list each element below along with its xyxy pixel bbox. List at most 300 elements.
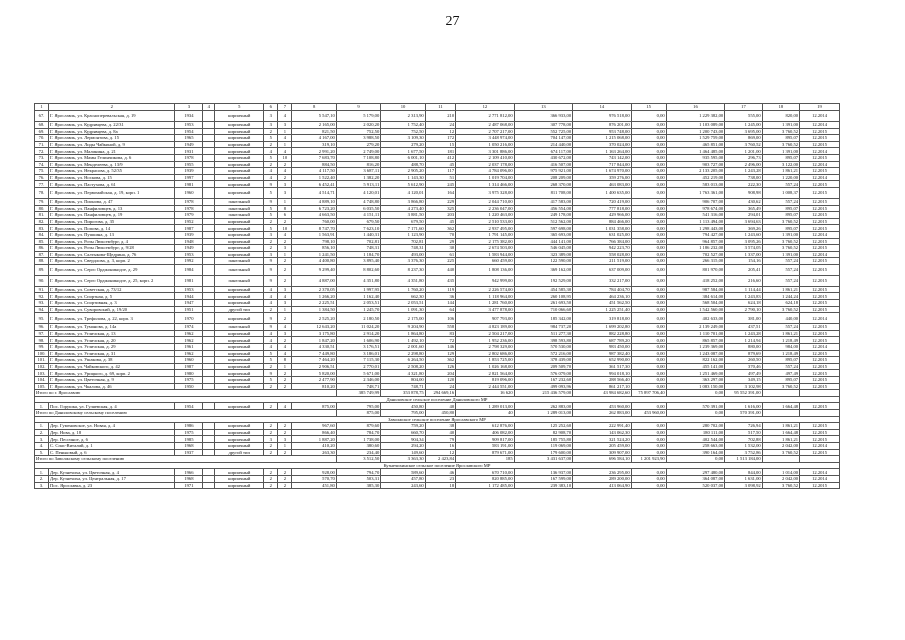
table-cell: 1987: [175, 225, 203, 232]
address-cell: Пос. Горушка, ул. Гуляевская, д. 4: [49, 403, 175, 410]
table-cell: 865 857,00: [666, 337, 725, 344]
table-cell: 4: [264, 344, 278, 351]
table-cell: 1 808 136,00: [456, 264, 515, 275]
table-cell: 869,00: [725, 135, 762, 142]
table-row: [35, 330, 840, 337]
row-number: 1.: [35, 403, 49, 410]
table-cell: 24: [425, 122, 455, 129]
table-cell: [203, 449, 215, 456]
table-cell: 455 141,00: [666, 363, 725, 370]
table-cell: 1: [278, 442, 292, 449]
table-cell: 181: [425, 148, 455, 155]
table-cell: 4: [278, 344, 292, 351]
table-cell: 766 384,00: [573, 238, 632, 245]
table-cell: 12.2015: [800, 363, 840, 370]
table-cell: 370,46: [725, 363, 762, 370]
table-cell: 229: [425, 198, 455, 205]
table-cell: 12.2014: [800, 313, 840, 324]
table-cell: 452 219,00: [666, 174, 725, 181]
table-cell: 4 514,71: [292, 187, 336, 198]
table-cell: 5: [264, 187, 278, 198]
table-cell: 1 245,70: [336, 306, 380, 313]
table-cell: [203, 363, 215, 370]
table-cell: 702 527,00: [666, 251, 725, 258]
table-cell: 12.2014: [800, 475, 840, 482]
table-cell: 384 614,00: [666, 293, 725, 300]
table-cell: 1944: [175, 293, 203, 300]
table-cell: 572 216,00: [514, 350, 573, 357]
row-number: 74.: [35, 161, 49, 168]
table-cell: кирпичный: [215, 300, 264, 307]
table-cell: 3: [278, 286, 292, 293]
table-cell: 72: [425, 337, 455, 344]
table-cell: 4 351,80: [381, 275, 425, 286]
table-cell: 520 037,00: [666, 482, 725, 489]
table-cell: 3: [278, 181, 292, 188]
table-cell: 15: [425, 141, 455, 148]
table-cell: 1 201,00: [725, 148, 762, 155]
table-cell: 903 727,00: [666, 161, 725, 168]
table-cell: 2 042,00: [762, 475, 799, 482]
table-cell: 40: [425, 403, 455, 410]
table-row: [35, 181, 840, 188]
table-cell: кирпичный: [215, 174, 264, 181]
table-cell: 1 110 701,00: [666, 330, 725, 337]
table-cell: 289 200,00: [573, 475, 632, 482]
row-number: 76.: [35, 174, 49, 181]
table-cell: 1981: [175, 181, 203, 188]
table-cell: 879 671,00: [456, 449, 515, 456]
table-cell: 268 370,00: [514, 181, 573, 188]
table-cell: 1 532,00: [725, 442, 762, 449]
table-cell: 3 760,52: [762, 482, 799, 489]
total-cell: 875,00: [336, 409, 380, 416]
table-cell: 2: [278, 313, 292, 324]
table-cell: 3 095,26: [725, 238, 762, 245]
table-cell: 2: [278, 475, 292, 482]
table-cell: 1962: [175, 337, 203, 344]
table-cell: 1 664,48: [762, 429, 799, 436]
table-cell: 1939: [175, 168, 203, 175]
address-cell: Г. Ярославль, ул. Суворовский, д. 19/20: [49, 306, 175, 313]
table-cell: 144: [425, 300, 455, 307]
table-cell: 2 504 217,00: [456, 330, 515, 337]
table-cell: [203, 383, 215, 390]
table-cell: 1 391,00: [762, 251, 799, 258]
table-cell: 1968: [175, 475, 203, 482]
table-cell: 517,50: [725, 429, 762, 436]
table-row: [35, 293, 840, 300]
table-cell: 10: [278, 154, 292, 161]
table-row: [35, 141, 840, 148]
table-cell: 0,00: [631, 154, 666, 161]
table-cell: кирпичный: [215, 357, 264, 364]
table-cell: 794 427,00: [666, 231, 725, 238]
column-number-cell: 14: [573, 104, 632, 111]
table-cell: [203, 264, 215, 275]
table-cell: 119 069,00: [514, 442, 573, 449]
table-cell: 5: [264, 357, 278, 364]
table-cell: 4: [278, 231, 292, 238]
table-cell: 6 452,41: [292, 181, 336, 188]
table-cell: 2 821 564,00: [456, 370, 515, 377]
table-cell: 385,30: [336, 482, 380, 489]
total-cell: [762, 390, 799, 397]
row-number: 81.: [35, 212, 49, 219]
table-cell: 558 028,00: [573, 251, 632, 258]
table-cell: 2 937 495,00: [456, 225, 515, 232]
table-cell: 0,00: [631, 293, 666, 300]
table-cell: 2 139 249,00: [666, 324, 725, 331]
table-cell: 541 316,00: [666, 212, 725, 219]
table-cell: 1948: [175, 238, 203, 245]
row-number: 102.: [35, 363, 49, 370]
table-cell: [203, 212, 215, 219]
table-cell: панельный: [215, 198, 264, 205]
table-row: [35, 344, 840, 351]
table-cell: 146: [425, 344, 455, 351]
table-cell: 4: [278, 350, 292, 357]
table-cell: 612 876,00: [456, 423, 515, 430]
table-cell: 0,00: [631, 198, 666, 205]
row-number: 70.: [35, 135, 49, 142]
table-cell: 46: [425, 469, 455, 476]
table-cell: кирпичный: [215, 168, 264, 175]
table-cell: 180 111,00: [666, 429, 725, 436]
table-cell: 964 857,00: [666, 238, 725, 245]
table-cell: 1 091,30: [381, 306, 425, 313]
table-cell: кирпичный: [215, 238, 264, 245]
table-cell: 1: [278, 198, 292, 205]
table-cell: 12.2015: [800, 423, 840, 430]
table-cell: [203, 251, 215, 258]
table-cell: 416 507,00: [514, 161, 573, 168]
address-cell: Г. Ярославль, ул. Трефилова, д. 22, корп. 3: [49, 313, 175, 324]
table-cell: 702,81: [381, 238, 425, 245]
table-cell: 236 295,00: [573, 469, 632, 476]
table-cell: 12.2015: [800, 135, 840, 142]
table-cell: [203, 187, 215, 198]
table-cell: 7 108,80: [336, 154, 380, 161]
table-cell: 4 151,11: [336, 212, 380, 219]
table-cell: 2 991,20: [292, 148, 336, 155]
table-cell: 2: [278, 337, 292, 344]
table-cell: 214 440,00: [514, 141, 573, 148]
table-cell: 208 209,00: [514, 174, 573, 181]
table-cell: 2: [264, 403, 278, 410]
table-cell: 0,00: [631, 275, 666, 286]
table-cell: 784,70: [336, 429, 380, 436]
table-cell: 0,00: [631, 187, 666, 198]
table-cell: 2 133 205,00: [666, 168, 725, 175]
section-title-row: [35, 396, 840, 403]
table-cell: 1947: [175, 300, 203, 307]
table-cell: 2 790,10: [725, 306, 762, 313]
table-cell: 3 760,52: [762, 245, 799, 252]
table-cell: 884 466,00: [573, 218, 632, 225]
table-cell: 64: [425, 306, 455, 313]
table-cell: 6 264,50: [381, 357, 425, 364]
table-cell: 3 866,80: [381, 198, 425, 205]
table-cell: панельный: [215, 324, 264, 331]
table-cell: кирпичный: [215, 293, 264, 300]
table-cell: 1 215 068,00: [573, 135, 632, 142]
table-body: [35, 104, 840, 489]
table-cell: 185 755,80: [514, 436, 573, 443]
table-cell: [203, 403, 215, 410]
table-cell: 370 024,00: [573, 141, 632, 148]
table-cell: 1 214,94: [725, 337, 762, 344]
table-cell: [203, 205, 215, 212]
table-cell: 12.2015: [800, 429, 840, 436]
table-cell: 637 009,00: [573, 264, 632, 275]
table-cell: кирпичный: [215, 128, 264, 135]
table-cell: 70: [425, 231, 455, 238]
table-cell: 6 001,10: [381, 154, 425, 161]
table-cell: 4 663,50: [292, 212, 336, 219]
table-cell: 418 252,00: [666, 275, 725, 286]
address-cell: Г. Ярославль, ул. Цветочная, д. 9: [49, 377, 175, 384]
table-row: [35, 436, 840, 443]
table-row: [35, 154, 840, 161]
table-cell: 0,00: [631, 161, 666, 168]
address-cell: Г. Ярославль, ул. Серго Орджоникидзе, д. 29: [49, 264, 175, 275]
section-title-row: [35, 462, 840, 469]
table-cell: 5: [264, 154, 278, 161]
table-cell: 879,60: [336, 423, 380, 430]
table-cell: 1970: [175, 313, 203, 324]
table-cell: 9: [264, 258, 278, 265]
table-cell: 1979: [175, 212, 203, 219]
table-cell: 456 554,00: [514, 205, 573, 212]
table-cell: 402 633,00: [666, 313, 725, 324]
table-cell: кирпичный: [215, 429, 264, 436]
table-cell: 12.2015: [800, 403, 840, 410]
table-cell: 983 450,00: [573, 344, 632, 351]
table-cell: 2: [264, 128, 278, 135]
row-number: 71.: [35, 141, 49, 148]
table-cell: 0,00: [631, 135, 666, 142]
table-cell: другой тип: [215, 306, 264, 313]
table-cell: 624,18: [725, 300, 762, 307]
table-row: [35, 313, 840, 324]
total-cell: 353 878,75: [381, 390, 425, 397]
row-number: 96.: [35, 324, 49, 331]
table-cell: [203, 324, 215, 331]
table-cell: 243,60: [381, 482, 425, 489]
table-cell: 3: [278, 245, 292, 252]
table-cell: 795,00: [336, 403, 380, 410]
total-cell: 1 289 013,00: [514, 409, 573, 416]
table-cell: 1 861,21: [762, 330, 799, 337]
table-cell: кирпичный: [215, 377, 264, 384]
table-cell: 1 239 369,00: [666, 344, 725, 351]
table-cell: кирпичный: [215, 313, 264, 324]
table-cell: [203, 111, 215, 122]
table-cell: 4: [278, 293, 292, 300]
table-cell: 117: [425, 168, 455, 175]
address-cell: Г. Ярославль, ул. Носкова, д. 15: [49, 174, 175, 181]
table-cell: 12.2015: [800, 300, 840, 307]
table-cell: 0,00: [631, 141, 666, 148]
table-cell: кирпичный: [215, 154, 264, 161]
table-cell: 2: [278, 482, 292, 489]
table-row: [35, 251, 840, 258]
table-cell: 9: [264, 198, 278, 205]
table-cell: 1951: [175, 306, 203, 313]
table-cell: кирпичный: [215, 337, 264, 344]
table-cell: кирпичный: [215, 161, 264, 168]
table-cell: 4: [278, 168, 292, 175]
table-cell: 3 175,80: [292, 330, 336, 337]
table-cell: 879,69: [725, 350, 762, 357]
table-cell: 129: [425, 350, 455, 357]
table-cell: 748,31: [381, 245, 425, 252]
table-cell: 1: [278, 251, 292, 258]
table-cell: 4 400,80: [292, 258, 336, 265]
table-cell: 4 321,80: [381, 370, 425, 377]
table-cell: 106: [425, 313, 455, 324]
table-cell: 24: [425, 383, 455, 390]
table-cell: 2 236 047,00: [456, 205, 515, 212]
table-cell: 1 384,50: [292, 306, 336, 313]
table-cell: 10: [278, 225, 292, 232]
table-cell: 122 590,00: [514, 258, 573, 265]
table-cell: 185 342,00: [514, 313, 573, 324]
table-cell: 0,00: [631, 212, 666, 219]
table-row: [35, 231, 840, 238]
table-row: [35, 168, 840, 175]
table-cell: 1 008,37: [762, 187, 799, 198]
table-cell: кирпичный: [215, 469, 264, 476]
table-cell: 12.2014: [800, 111, 840, 122]
table-cell: [203, 122, 215, 129]
total-cell: 3 363,30: [381, 456, 425, 463]
table-cell: 45: [425, 161, 455, 168]
table-cell: 3 760,52: [762, 218, 799, 225]
column-number-cell: 7: [278, 104, 292, 111]
total-cell: 294 669,16: [425, 390, 455, 397]
table-cell: 4 120,01: [336, 187, 380, 198]
table-cell: 279,20: [336, 141, 380, 148]
table-cell: 2 510 533,00: [456, 218, 515, 225]
table-cell: 1931: [175, 148, 203, 155]
table-cell: 503,31: [336, 475, 380, 482]
table-cell: 12.2015: [800, 306, 840, 313]
table-cell: 297 480,00: [666, 469, 725, 476]
total-cell: 1 513 184,00: [725, 456, 762, 463]
table-cell: 454 585,30: [514, 286, 573, 293]
table-cell: 660 459,00: [456, 258, 515, 265]
table-cell: 1 050 216,00: [456, 141, 515, 148]
address-cell: Г. Ярославль, ул. Панфиловцев, д. 19: [49, 212, 175, 219]
column-number-cell: 5: [215, 104, 264, 111]
table-row: [35, 264, 840, 275]
address-cell: Г. Ярославль, ул. Кудрявцева, д. 22/31: [49, 122, 175, 129]
total-cell: 0,00: [666, 409, 725, 416]
table-cell: 12.2015: [800, 212, 840, 219]
table-cell: кирпичный: [215, 122, 264, 129]
table-cell: 1 853 725,00: [456, 357, 515, 364]
table-cell: 1 243,28: [725, 168, 762, 175]
table-cell: 3: [264, 111, 278, 122]
row-number: 105.: [35, 383, 49, 390]
table-cell: 3: [264, 436, 278, 443]
table-row: [35, 429, 840, 436]
table-cell: 1985: [175, 436, 203, 443]
table-cell: 417 583,00: [514, 198, 573, 205]
table-cell: 2: [264, 245, 278, 252]
table-cell: [203, 161, 215, 168]
row-number: 83.: [35, 225, 49, 232]
address-cell: Г. Ярославль, ул. Малинина, д. 21: [49, 148, 175, 155]
page-number: 27: [445, 14, 460, 29]
table-cell: 1 229 382,00: [666, 111, 725, 122]
table-cell: 1978: [175, 154, 203, 161]
table-cell: 12.2015: [800, 330, 840, 337]
table-cell: 861 217,10: [573, 383, 632, 390]
table-cell: 12.2014: [800, 174, 840, 181]
table-cell: 12.2015: [800, 482, 840, 489]
table-cell: 435: [425, 275, 455, 286]
table-cell: 710 066,60: [514, 306, 573, 313]
address-cell: Г. Ярославль, ул. Урицкого, д. 69, корп. 2: [49, 370, 175, 377]
table-cell: 1 218,49: [762, 337, 799, 344]
address-cell: Г. Ярославль, ул. Серго Орджоникидзе, д. 25, корп. 2: [49, 275, 175, 286]
table-cell: 369,26: [725, 225, 762, 232]
table-cell: 499 093,96: [514, 383, 573, 390]
table-cell: [203, 313, 215, 324]
table-cell: [203, 370, 215, 377]
table-cell: 451 562,50: [573, 300, 632, 307]
table-cell: [203, 135, 215, 142]
table-cell: 380,60: [336, 442, 380, 449]
table-cell: 4: [278, 135, 292, 142]
table-cell: 149,60: [381, 449, 425, 456]
table-cell: кирпичный: [215, 111, 264, 122]
table-cell: [203, 330, 215, 337]
table-cell: 0,00: [631, 258, 666, 265]
row-number: 72.: [35, 148, 49, 155]
table-cell: 4: [278, 403, 292, 410]
table-cell: 83: [425, 330, 455, 337]
table-cell: 410,20: [292, 442, 336, 449]
table-cell: 570 530,00: [514, 344, 573, 351]
table-cell: 3: [264, 122, 278, 129]
table-cell: 557,24: [762, 363, 799, 370]
table-cell: 3 975 328,00: [456, 187, 515, 198]
table-cell: 1 314 466,00: [456, 181, 515, 188]
table-cell: 1960: [175, 187, 203, 198]
table-cell: 12.2015: [800, 293, 840, 300]
table-cell: 1 026 168,00: [456, 363, 515, 370]
table-cell: 866,40: [292, 429, 336, 436]
row-number: 103.: [35, 370, 49, 377]
table-cell: 12.2015: [800, 154, 840, 161]
table-cell: 748,71: [336, 383, 380, 390]
table-cell: 1950: [175, 383, 203, 390]
table-cell: 2: [264, 306, 278, 313]
table-cell: 280 702,00: [666, 423, 725, 430]
table-cell: 942 223,70: [573, 245, 632, 252]
table-cell: 777 818,00: [573, 205, 632, 212]
table-cell: 557,24: [762, 324, 799, 331]
table-cell: 493,00: [381, 251, 425, 258]
table-cell: кирпичный: [215, 181, 264, 188]
table-cell: 6 035,50: [336, 205, 380, 212]
table-cell: 398 593,80: [514, 337, 573, 344]
table-cell: 1 162,40: [336, 293, 380, 300]
